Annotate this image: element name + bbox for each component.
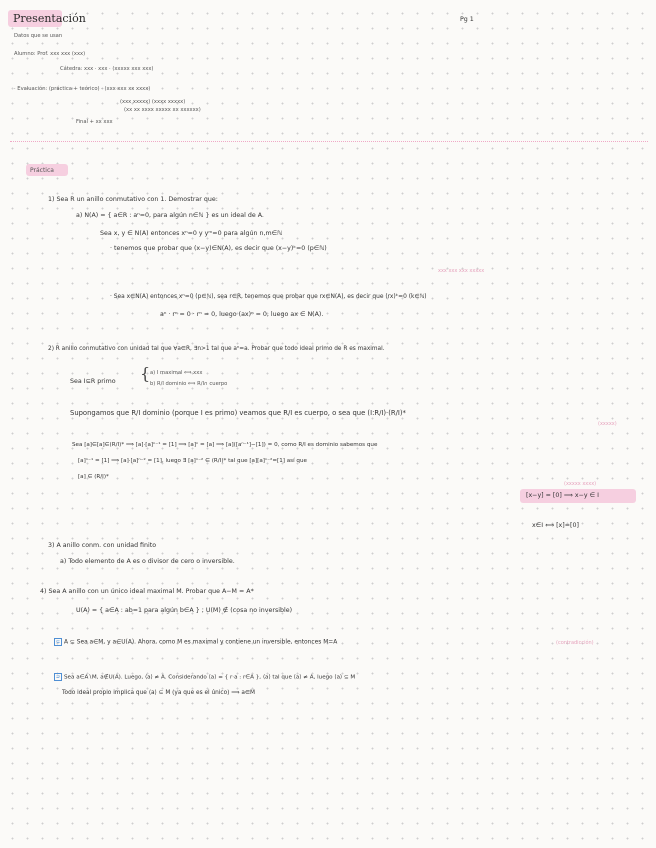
intro-line: (xxx xxxxx) (xxxx xxxxx) [120, 99, 186, 105]
exercise-4-text: U(A) = { a∈A : ab=1 para algún b∈A } ; U(M) ∉ (cosa no inversible) [76, 607, 293, 614]
exercise-2-text: Sea [a]∈[a]∈(R/I)* ⟹ [a]·[a]ⁿ⁻¹ = [1] ⟹ [a]ⁿ = [a] ⟹ [a]([aⁿ⁻¹]−[1]) = 0, como R/I es dominio sabemos que [72, 442, 378, 448]
intro-line: (xx xx xxxx xxxxx xx xxxxxx) [124, 107, 201, 113]
exercise-4-proof-2 [54, 673, 355, 681]
exercise-2-text: [a] ∈ (R/I)* [78, 474, 109, 480]
exercise-4-proof-1 [54, 638, 337, 646]
exercise-4-text: Todo ideal propio implica que ⟨a⟩ ⊆ M (ya que es el único) ⟹ a∈M [62, 690, 256, 696]
intro-line: Alumno: Prof. xxx xxx (xxx) [14, 51, 86, 57]
intro-line: Datos que se usan [14, 33, 63, 39]
margin-note: xxx xxx xxx xxxxx [438, 268, 485, 274]
brace-icon: { [140, 364, 151, 383]
exercise-2-statement: 2) R anillo conmutativo con unidad tal que ∀a∈R, ∃n>1 tal que aⁿ=a. Probar que todo ideal primo de R es maximal. [48, 346, 385, 352]
exercise-1-text: · Sea x∈N(A) entonces xⁿ=0 (p∈ℕ), sea r∈R, tenemos que probar que rx∈N(A), es decir que (rx)ᵏ=0 (k∈ℕ) [110, 294, 427, 300]
exercise-2-brace-item: b) R/I dominio ⟺ R/I∩ cuerpo [150, 381, 228, 387]
proof-text: A ⊆ Sea a∈M, y a∈U(A). Ahora, como M es maximal y contiene un inversible, entonces M=A [64, 639, 338, 646]
exercise-1-text: · tenemos que probar que (x−y)∈N(A), es decir que (x−y)ᵏ=0 (p∈ℕ) [110, 245, 327, 252]
exercise-2-text: x∈I ⟺ [x]=[0] [532, 522, 579, 529]
exercise-4-statement: 4) Sea A anillo con un único ideal maximal M. Probar que A−M = A* [40, 588, 254, 595]
exercise-1-text: Sea x, y ∈ N(A) entonces xⁿ=0 y yᵐ=0 para algún n,m∈ℕ [100, 230, 283, 237]
boxed-result: [x−y] = [0] ⟹ x−y ∈ I [526, 492, 599, 499]
margin-note: (xxxxx xxxx) [564, 481, 597, 487]
checkbox-icon: ⊇ [55, 674, 61, 680]
exercise-2-text: [a]ⁿ⁻¹ = [1] ⟹ [a]·[a]ⁿ⁻² = [1], luego ∃ [a]ⁿ⁻² ∈ (R/I)* tal que [a][a]ⁿ⁻²=[1] así que [78, 458, 307, 464]
margin-note: (contradicción) [556, 640, 594, 646]
exercise-2-text: Supongamos que R/I dominio (porque I es primo) veamos que R/I es cuerpo, o sea que (I:R/I)·(R/I)* [70, 409, 406, 417]
exercise-2-brace-item: a) I maximal ⟺ xxx [150, 370, 203, 376]
checkbox-icon: ⊆ [55, 639, 61, 645]
proof-text: Sea a∈A∖M, a∉U(A). Luego, ⟨a⟩ ≠ A. Considerando ⟨a⟩ = { r·a : r∈A }, ⟨a⟩ tal que ⟨a⟩ ≠ A, luego ⟨a⟩ ⊆ M [64, 674, 356, 681]
exercise-1-text: aⁿ · rⁿ = 0 · rⁿ = 0, luego (ax)ⁿ = 0, luego ax ∈ N(A). [160, 311, 324, 318]
intro-line: Final + xx xxx [76, 119, 113, 125]
page-title: Presentación [13, 12, 86, 25]
exercise-1a: a) N(A) = { a∈R : aⁿ=0, para algún n∈ℕ } es un ideal de A. [76, 212, 264, 219]
exercise-1-statement: 1) Sea R un anillo conmutativo con 1. Demostrar que: [48, 196, 218, 203]
margin-note: (xxxxx) [598, 421, 617, 427]
page-number: Pg 1 [460, 16, 474, 23]
section-divider [10, 141, 648, 142]
section-tag: Práctica [30, 167, 54, 174]
exercise-3-statement: 3) A anillo conm. con unidad finito [48, 542, 157, 549]
intro-line: · Evaluación: (práctica + teórico) · (xxx xxx xx xxxx) [14, 86, 151, 92]
exercise-3a: a) Todo elemento de A es o divisor de cero o inversible. [60, 558, 235, 565]
exercise-2-text: Sea I⊆R primo [70, 378, 116, 385]
intro-line: Cátedra: xxx · xxx · (xxxxx xxx xxx) [60, 66, 154, 72]
